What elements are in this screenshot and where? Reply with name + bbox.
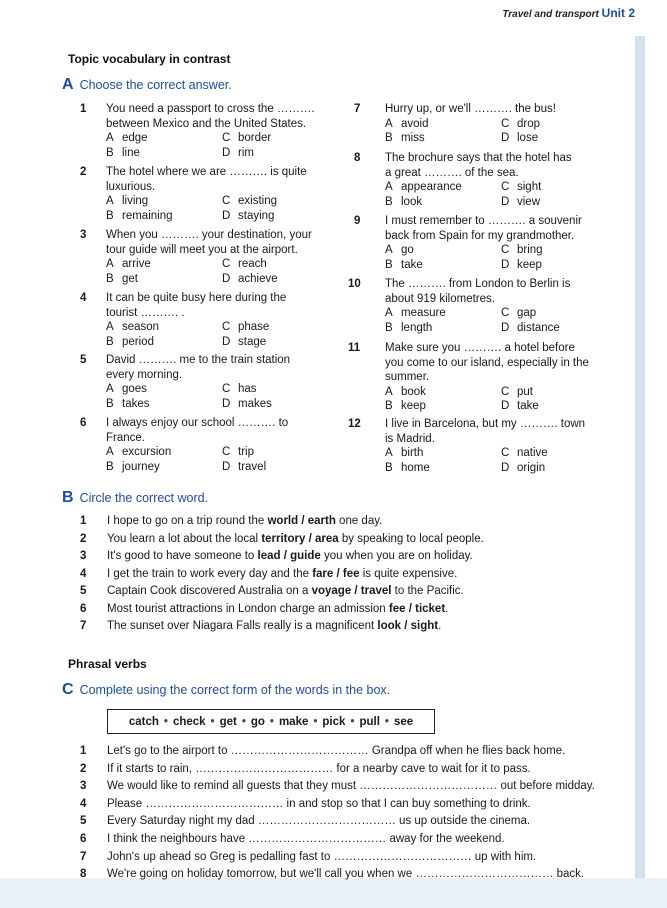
stem-line: back from Spain for my grandmother.	[385, 229, 575, 242]
section-c-letter: C	[62, 681, 74, 698]
section-b-title	[62, 489, 208, 507]
stem-line: When you ………. your destination, your	[106, 229, 312, 241]
option-letter: A	[385, 117, 393, 130]
question-stem	[385, 214, 625, 243]
answer-option[interactable]	[106, 146, 140, 161]
word-choice[interactable]: fee / ticket	[388, 602, 446, 615]
option-letter: D	[222, 272, 231, 285]
option-letter: B	[385, 258, 393, 271]
answer-option[interactable]	[385, 131, 425, 146]
option-word: phase	[238, 321, 270, 333]
option-word: take	[517, 400, 539, 412]
option-letter: D	[222, 460, 231, 473]
answer-option[interactable]	[106, 382, 147, 397]
item-number: 5	[80, 815, 87, 828]
gap-fill-item[interactable]	[80, 868, 584, 880]
option-word: distance	[517, 321, 560, 334]
bottom-tint	[0, 878, 667, 908]
stem-line: tour guide will meet you at the airport.	[106, 243, 298, 256]
option-word: bring	[517, 244, 543, 256]
question-number: 9	[354, 215, 361, 227]
option-word: journey	[122, 460, 160, 473]
option-letter: C	[501, 307, 510, 319]
option-word: living	[122, 195, 149, 207]
stem-line: between Mexico and the United States.	[106, 117, 307, 130]
gap-fill-item[interactable]	[80, 780, 595, 792]
answer-option[interactable]	[501, 446, 548, 461]
answer-option[interactable]	[501, 399, 539, 414]
sentence-item	[80, 533, 484, 545]
option-letter: C	[501, 117, 510, 130]
box-word: catch	[128, 715, 159, 728]
answer-option[interactable]	[106, 209, 173, 224]
box-word: make	[278, 715, 309, 728]
sentence-text: .	[438, 620, 442, 632]
question-number: 10	[348, 278, 361, 290]
bullet: •	[269, 715, 274, 728]
option-word: reach	[238, 258, 267, 270]
answer-option[interactable]	[385, 180, 462, 195]
word-choice[interactable]: fare / fee	[312, 567, 360, 580]
gap-fill-item[interactable]	[80, 763, 531, 775]
option-word: look	[401, 195, 423, 208]
topic-heading: Topic vocabulary in contrast	[68, 52, 231, 66]
bullet: •	[241, 715, 246, 728]
sentence-text: to the Pacific.	[391, 585, 464, 597]
sentence-text: It's good to have someone to	[107, 550, 258, 562]
question-number: 8	[354, 152, 361, 164]
option-word: book	[401, 385, 426, 398]
answer-option[interactable]	[501, 385, 533, 400]
option-word: achieve	[238, 272, 278, 285]
option-letter: C	[222, 195, 231, 207]
item-number: 1	[80, 515, 87, 527]
question-number: 12	[348, 418, 361, 430]
question-stem	[385, 102, 625, 117]
option-word: take	[401, 258, 423, 271]
section-a-letter: A	[62, 76, 74, 93]
gap-fill-item[interactable]	[80, 745, 565, 757]
question-stem	[385, 417, 625, 446]
question-number: 1	[80, 103, 87, 115]
stem-line: France.	[106, 431, 145, 444]
stem-line: every morning.	[106, 368, 183, 381]
sentence-item	[80, 550, 473, 562]
option-letter: D	[501, 195, 510, 208]
option-word: gap	[517, 307, 537, 319]
answer-option[interactable]	[385, 446, 423, 461]
option-word: get	[122, 272, 138, 285]
answer-option[interactable]	[501, 243, 543, 258]
option-letter: B	[385, 195, 393, 208]
question-number: 5	[80, 354, 87, 366]
option-word: birth	[401, 447, 424, 459]
option-letter: A	[106, 446, 114, 458]
option-letter: C	[501, 385, 510, 398]
phrasal-heading: Phrasal verbs	[68, 657, 147, 671]
running-title: Travel and transport	[502, 9, 599, 20]
question-stem	[385, 341, 625, 385]
bullet: •	[384, 715, 389, 728]
unit-label: Unit 2	[601, 6, 635, 20]
answer-option[interactable]	[385, 243, 414, 258]
sentence-text: Let's go to the airport to ……………………………… Grandpa off when he flies back home.	[107, 745, 566, 757]
option-letter: B	[385, 461, 393, 474]
sentence-text: one day.	[335, 515, 383, 527]
answer-option[interactable]	[385, 195, 422, 210]
sentence-text: I hope to go on a trip round the	[107, 515, 268, 527]
answer-option[interactable]	[222, 131, 271, 146]
stem-line: a great ………. of the sea.	[385, 166, 519, 179]
stem-line: The ………. from London to Berlin is	[385, 278, 571, 290]
word-choice[interactable]: lead / guide	[257, 550, 321, 562]
item-number: 8	[80, 868, 87, 881]
word-choice[interactable]: voyage / travel	[311, 585, 392, 597]
option-letter: D	[222, 146, 231, 159]
option-word: takes	[122, 397, 150, 410]
sentence-item	[80, 568, 457, 580]
question-stem	[106, 165, 346, 194]
option-word: staying	[238, 209, 275, 222]
sentence-item	[80, 585, 464, 597]
gap-fill-item[interactable]	[80, 851, 536, 863]
option-letter: A	[106, 258, 114, 270]
stem-line: tourist ………. .	[106, 306, 185, 319]
option-word: put	[517, 385, 533, 398]
answer-option[interactable]	[385, 306, 446, 321]
option-word: has	[238, 383, 257, 395]
sentence-text: I think the neighbours have ……………………………… away for the weekend.	[107, 833, 505, 845]
answer-option[interactable]	[385, 385, 426, 400]
sentence-item	[80, 620, 441, 632]
section-c-title	[62, 681, 390, 699]
section-b-instruction: Circle the correct word.	[79, 491, 209, 505]
answer-option[interactable]	[501, 461, 545, 476]
sentence-text: You learn a lot about the local	[107, 532, 262, 545]
stem-line: summer.	[385, 371, 430, 383]
answer-option[interactable]	[385, 258, 423, 273]
option-letter: D	[501, 132, 510, 144]
question-stem	[106, 416, 346, 445]
running-header	[502, 6, 635, 20]
box-word: get	[219, 715, 237, 728]
answer-option[interactable]	[106, 460, 160, 475]
option-word: season	[122, 321, 160, 333]
option-word: rim	[238, 146, 254, 159]
sentence-text: We would like to remind all guests that they must ……………………………… out before midday.	[107, 780, 595, 793]
option-word: measure	[401, 307, 446, 319]
option-word: excursion	[122, 446, 172, 458]
option-letter: B	[385, 400, 393, 412]
sentence-text: is quite expensive.	[359, 567, 458, 580]
answer-option[interactable]	[106, 257, 151, 272]
option-word: arrive	[122, 258, 151, 270]
sentence-text: .	[445, 602, 449, 615]
option-word: period	[122, 335, 154, 348]
answer-option[interactable]	[222, 397, 272, 412]
option-word: stage	[238, 335, 267, 348]
item-number: 3	[80, 780, 87, 793]
option-word: keep	[401, 400, 426, 412]
answer-option[interactable]	[501, 131, 538, 146]
item-number: 5	[80, 585, 87, 597]
answer-option[interactable]	[501, 117, 540, 132]
option-letter: C	[501, 447, 510, 459]
question-stem	[385, 277, 625, 306]
box-word: pick	[322, 715, 346, 728]
option-letter: A	[385, 385, 393, 398]
sentence-text: you when you are on holiday.	[320, 550, 473, 562]
option-letter: A	[106, 132, 114, 144]
box-word: pull	[359, 715, 380, 728]
option-letter: A	[106, 195, 114, 207]
option-word: native	[517, 447, 548, 459]
question-number: 4	[80, 292, 87, 304]
question-stem	[106, 228, 346, 257]
option-word: line	[122, 146, 140, 159]
stem-line: David ………. me to the train station	[106, 354, 291, 366]
answer-option[interactable]	[222, 257, 267, 272]
item-number: 4	[80, 567, 87, 580]
item-number: 2	[80, 762, 87, 775]
item-number: 7	[80, 850, 87, 863]
sentence-text: Please ……………………………… in and stop so that I can buy something to drink.	[107, 797, 531, 810]
answer-option[interactable]	[222, 445, 254, 460]
stem-line: Hurry up, or we'll ………. the bus!	[385, 103, 556, 115]
option-word: edge	[122, 132, 148, 144]
option-word: travel	[238, 460, 267, 473]
sentence-item	[80, 515, 382, 527]
answer-option[interactable]	[385, 399, 426, 414]
bullet: •	[313, 715, 318, 728]
option-word: border	[238, 132, 272, 144]
option-letter: A	[385, 307, 393, 319]
question-number: 6	[80, 417, 87, 429]
item-number: 4	[80, 797, 87, 810]
answer-option[interactable]	[501, 180, 541, 195]
box-word: check	[172, 715, 206, 728]
stem-line: The hotel where we are ………. is quite	[106, 166, 307, 178]
word-choice[interactable]: world / earth	[267, 515, 336, 527]
stem-line: you come to our island, especially in the	[385, 356, 589, 369]
answer-option[interactable]	[222, 146, 254, 161]
option-word: miss	[401, 132, 425, 144]
option-word: lose	[517, 132, 539, 144]
word-choice[interactable]: look / sight	[377, 620, 439, 632]
box-word: go	[250, 715, 265, 728]
question-stem	[385, 151, 625, 180]
answer-option[interactable]	[106, 194, 148, 209]
stem-line: I always enjoy our school ………. to	[106, 417, 289, 429]
answer-option[interactable]	[501, 258, 542, 273]
option-word: makes	[238, 397, 272, 410]
option-letter: C	[222, 446, 231, 458]
answer-option[interactable]	[501, 306, 536, 321]
option-word: origin	[517, 461, 546, 474]
sentence-item	[80, 603, 448, 615]
answer-option[interactable]	[222, 382, 257, 397]
stem-line: about 919 kilometres.	[385, 292, 495, 305]
item-number: 2	[80, 532, 87, 545]
answer-option[interactable]	[106, 272, 138, 287]
option-word: go	[401, 244, 414, 256]
option-word: drop	[517, 117, 541, 130]
option-word: existing	[238, 195, 277, 207]
section-b-letter: B	[62, 489, 74, 506]
sentence-text: If it starts to rain, ……………………………… for a nearby cave to wait for it to pass.	[107, 762, 531, 775]
option-word: sight	[517, 181, 542, 193]
sentence-text: Most tourist attractions in London charge an admission	[107, 602, 389, 615]
gap-fill-item[interactable]	[80, 815, 530, 827]
bullet: •	[350, 715, 355, 728]
option-letter: D	[501, 400, 510, 412]
box-word: see	[393, 715, 414, 728]
option-letter: D	[501, 461, 510, 474]
item-number: 6	[80, 833, 87, 845]
option-letter: A	[385, 447, 393, 459]
option-letter: D	[222, 209, 231, 222]
option-letter: D	[222, 335, 231, 348]
word-choice[interactable]: territory / area	[261, 532, 339, 545]
option-letter: B	[106, 209, 114, 222]
stem-line: Make sure you ………. a hotel before	[385, 342, 575, 354]
sentence-text: I get the train to work every day and the	[107, 567, 313, 580]
stem-line: luxurious.	[106, 180, 156, 193]
option-word: view	[517, 195, 541, 208]
option-letter: C	[501, 244, 510, 256]
item-number: 7	[80, 620, 87, 632]
option-word: trip	[238, 446, 254, 458]
section-a-title	[62, 76, 232, 94]
question-stem	[106, 291, 346, 320]
answer-option[interactable]	[106, 335, 154, 350]
option-letter: B	[106, 397, 114, 410]
item-number: 1	[80, 745, 87, 757]
option-word: goes	[122, 383, 147, 395]
answer-option[interactable]	[106, 397, 150, 412]
option-word: home	[401, 461, 430, 474]
question-number: 3	[80, 229, 87, 241]
stem-line: I must remember to ………. a souvenir	[385, 215, 582, 227]
option-letter: C	[501, 181, 510, 193]
sentence-text: by speaking to local people.	[338, 532, 484, 545]
stem-line: You need a passport to cross the ……….	[106, 103, 315, 115]
answer-option[interactable]	[106, 131, 148, 146]
option-letter: A	[106, 383, 114, 395]
bullet: •	[163, 715, 168, 728]
stem-line: is Madrid.	[385, 432, 435, 445]
option-letter: B	[385, 132, 393, 144]
question-number: 2	[80, 166, 87, 178]
sentence-text: Captain Cook discovered Australia on a	[107, 585, 312, 597]
option-word: remaining	[122, 209, 173, 222]
answer-option[interactable]	[222, 335, 266, 350]
option-letter: C	[222, 258, 231, 270]
option-letter: D	[501, 258, 510, 271]
option-letter: B	[106, 272, 114, 285]
stem-line: I live in Barcelona, but my ………. town	[385, 418, 586, 430]
answer-option[interactable]	[222, 320, 269, 335]
answer-option[interactable]	[501, 195, 540, 210]
item-number: 6	[80, 602, 87, 615]
answer-option[interactable]	[385, 117, 429, 132]
option-word: avoid	[401, 117, 429, 130]
question-number: 11	[348, 342, 361, 354]
answer-option[interactable]	[106, 320, 159, 335]
option-letter: C	[222, 132, 231, 144]
answer-option[interactable]	[501, 321, 560, 336]
option-letter: D	[501, 321, 510, 334]
option-letter: A	[385, 181, 393, 193]
sentence-text: The sunset over Niagara Falls really is a magnificent	[107, 620, 378, 632]
option-letter: B	[106, 460, 114, 473]
option-letter: C	[222, 383, 231, 395]
section-c-instruction: Complete using the correct form of the words in the box.	[79, 683, 391, 697]
answer-option[interactable]	[106, 445, 171, 460]
bullet: •	[210, 715, 215, 728]
gap-fill-item[interactable]	[80, 798, 531, 810]
word-box	[107, 709, 435, 734]
option-word: appearance	[401, 181, 462, 193]
answer-option[interactable]	[385, 321, 432, 336]
option-letter: B	[106, 146, 114, 159]
question-number: 7	[354, 103, 361, 115]
sentence-text: We're going on holiday tomorrow, but we'll call you when we ……………………………… back.	[107, 868, 585, 881]
gap-fill-item[interactable]	[80, 833, 505, 845]
option-letter: B	[385, 321, 393, 334]
question-stem	[106, 102, 346, 131]
section-a-instruction: Choose the correct answer.	[79, 78, 232, 92]
stem-line: The brochure says that the hotel has	[385, 152, 572, 164]
option-letter: D	[222, 397, 231, 410]
answer-option[interactable]	[222, 460, 266, 475]
option-letter: C	[222, 321, 231, 333]
option-word: keep	[517, 258, 542, 271]
sentence-text: Every Saturday night my dad ……………………………… us up outside the cinema.	[107, 815, 531, 828]
sentence-text: John's up ahead so Greg is pedalling fast to ……………………………… up with him.	[107, 850, 537, 863]
option-letter: A	[106, 321, 114, 333]
stem-line: It can be quite busy here during the	[106, 292, 287, 304]
option-letter: A	[385, 244, 393, 256]
answer-option[interactable]	[222, 194, 277, 209]
answer-option[interactable]	[385, 461, 430, 476]
option-letter: B	[106, 335, 114, 348]
answer-option[interactable]	[222, 272, 278, 287]
option-word: length	[401, 321, 433, 334]
question-stem	[106, 353, 346, 382]
item-number: 3	[80, 550, 87, 562]
answer-option[interactable]	[222, 209, 274, 224]
